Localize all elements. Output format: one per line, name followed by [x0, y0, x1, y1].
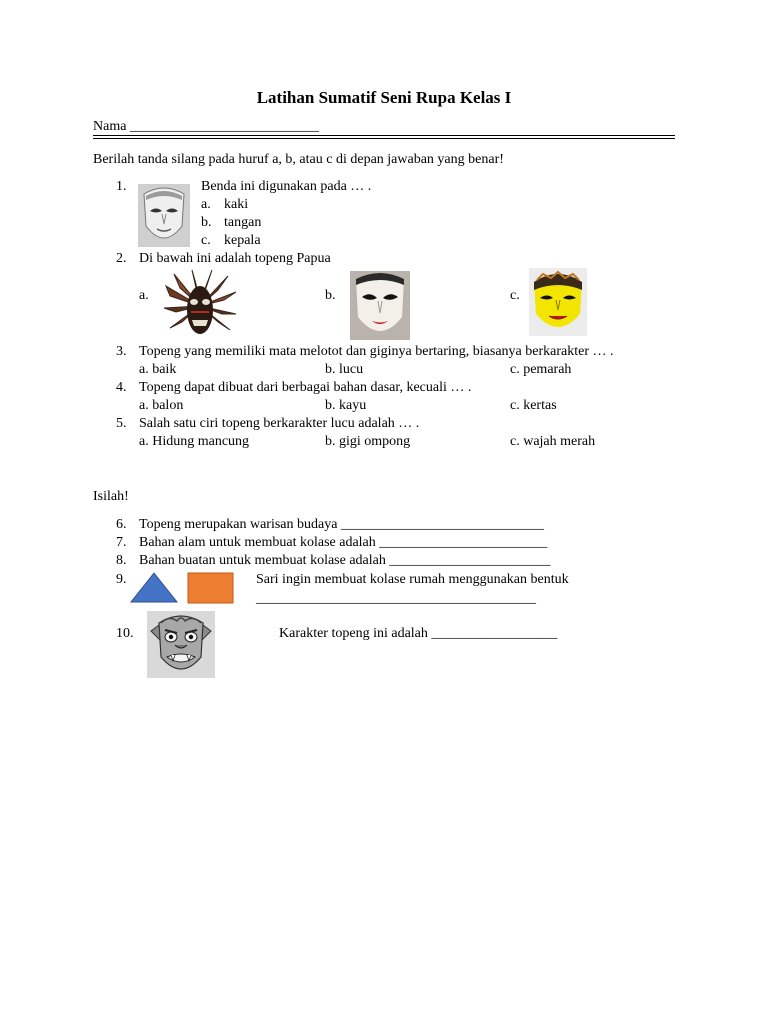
q7-question[interactable]: Bahan alam untuk membuat kolase adalah ________________________	[139, 535, 548, 550]
q3-option-c[interactable]: c. pemarah	[510, 362, 572, 377]
q5-option-b[interactable]: b. gigi ompong	[325, 434, 411, 449]
q1-option-a-letter[interactable]: a.	[201, 197, 211, 212]
q6-question[interactable]: Topeng merupakan warisan budaya _____________________________	[139, 517, 544, 532]
q5-number: 5.	[116, 416, 127, 431]
q5-option-a[interactable]: a. Hidung mancung	[139, 434, 250, 449]
q5-option-c[interactable]: c. wajah merah	[510, 434, 596, 449]
q9-question: Sari ingin membuat kolase rumah menggunakan bentuk	[256, 572, 569, 587]
q10-mask-image	[147, 611, 215, 678]
nama-field[interactable]: Nama ___________________________	[93, 119, 319, 134]
q1-option-c[interactable]: kepala	[224, 233, 261, 248]
q1-number: 1.	[116, 179, 127, 194]
q3-number: 3.	[116, 344, 127, 359]
q1-option-b-letter[interactable]: b.	[201, 215, 212, 230]
q4-option-b[interactable]: b. kayu	[325, 398, 367, 413]
header-rule-bottom	[93, 138, 675, 139]
q1-question: Benda ini digunakan pada … .	[201, 179, 372, 194]
q3-option-a[interactable]: a. baik	[139, 362, 177, 377]
q8-question[interactable]: Bahan buatan untuk membuat kolase adalah _______________________	[139, 553, 551, 568]
q7-number: 7.	[116, 535, 127, 550]
q4-number: 4.	[116, 380, 127, 395]
q5-question: Salah satu ciri topeng berkarakter lucu adalah … .	[139, 416, 420, 431]
q9-answer-blank[interactable]: ________________________________________	[256, 591, 536, 606]
q2-option-c[interactable]: c.	[510, 288, 520, 303]
q2-option-a[interactable]: a.	[139, 288, 149, 303]
q10-number: 10.	[116, 626, 134, 641]
q10-question[interactable]: Karakter topeng ini adalah __________________	[279, 626, 558, 641]
q9-number: 9.	[116, 572, 127, 587]
q3-question: Topeng yang memiliki mata melotot dan giginya bertaring, biasanya berkarakter … .	[139, 344, 614, 359]
triangle-shape	[129, 571, 179, 604]
q2-papua-mask-image-a	[160, 268, 240, 344]
page-title: Latihan Sumatif Seni Rupa Kelas I	[256, 88, 512, 107]
q1-mask-image	[138, 184, 190, 247]
q3-option-b[interactable]: b. lucu	[325, 362, 364, 377]
q4-question: Topeng dapat dibuat dari berbagai bahan dasar, kecuali … .	[139, 380, 472, 395]
q2-papua-mask-image-b	[350, 271, 410, 340]
q4-option-c[interactable]: c. kertas	[510, 398, 557, 413]
q4-option-a[interactable]: a. balon	[139, 398, 184, 413]
q2-number: 2.	[116, 251, 127, 266]
q1-option-c-letter[interactable]: c.	[201, 233, 211, 248]
q1-option-b[interactable]: tangan	[224, 215, 262, 230]
q2-question: Di bawah ini adalah topeng Papua	[139, 251, 331, 266]
q2-papua-mask-image-c	[529, 268, 587, 336]
instruction-fill-in: Isilah!	[93, 489, 129, 504]
instruction-multiple-choice: Berilah tanda silang pada huruf a, b, atau c di depan jawaban yang benar!	[93, 152, 504, 167]
square-shape	[187, 572, 234, 604]
q1-option-a[interactable]: kaki	[224, 197, 249, 212]
q2-option-b[interactable]: b.	[325, 288, 336, 303]
q8-number: 8.	[116, 553, 127, 568]
q6-number: 6.	[116, 517, 127, 532]
header-rule-top	[93, 135, 675, 136]
